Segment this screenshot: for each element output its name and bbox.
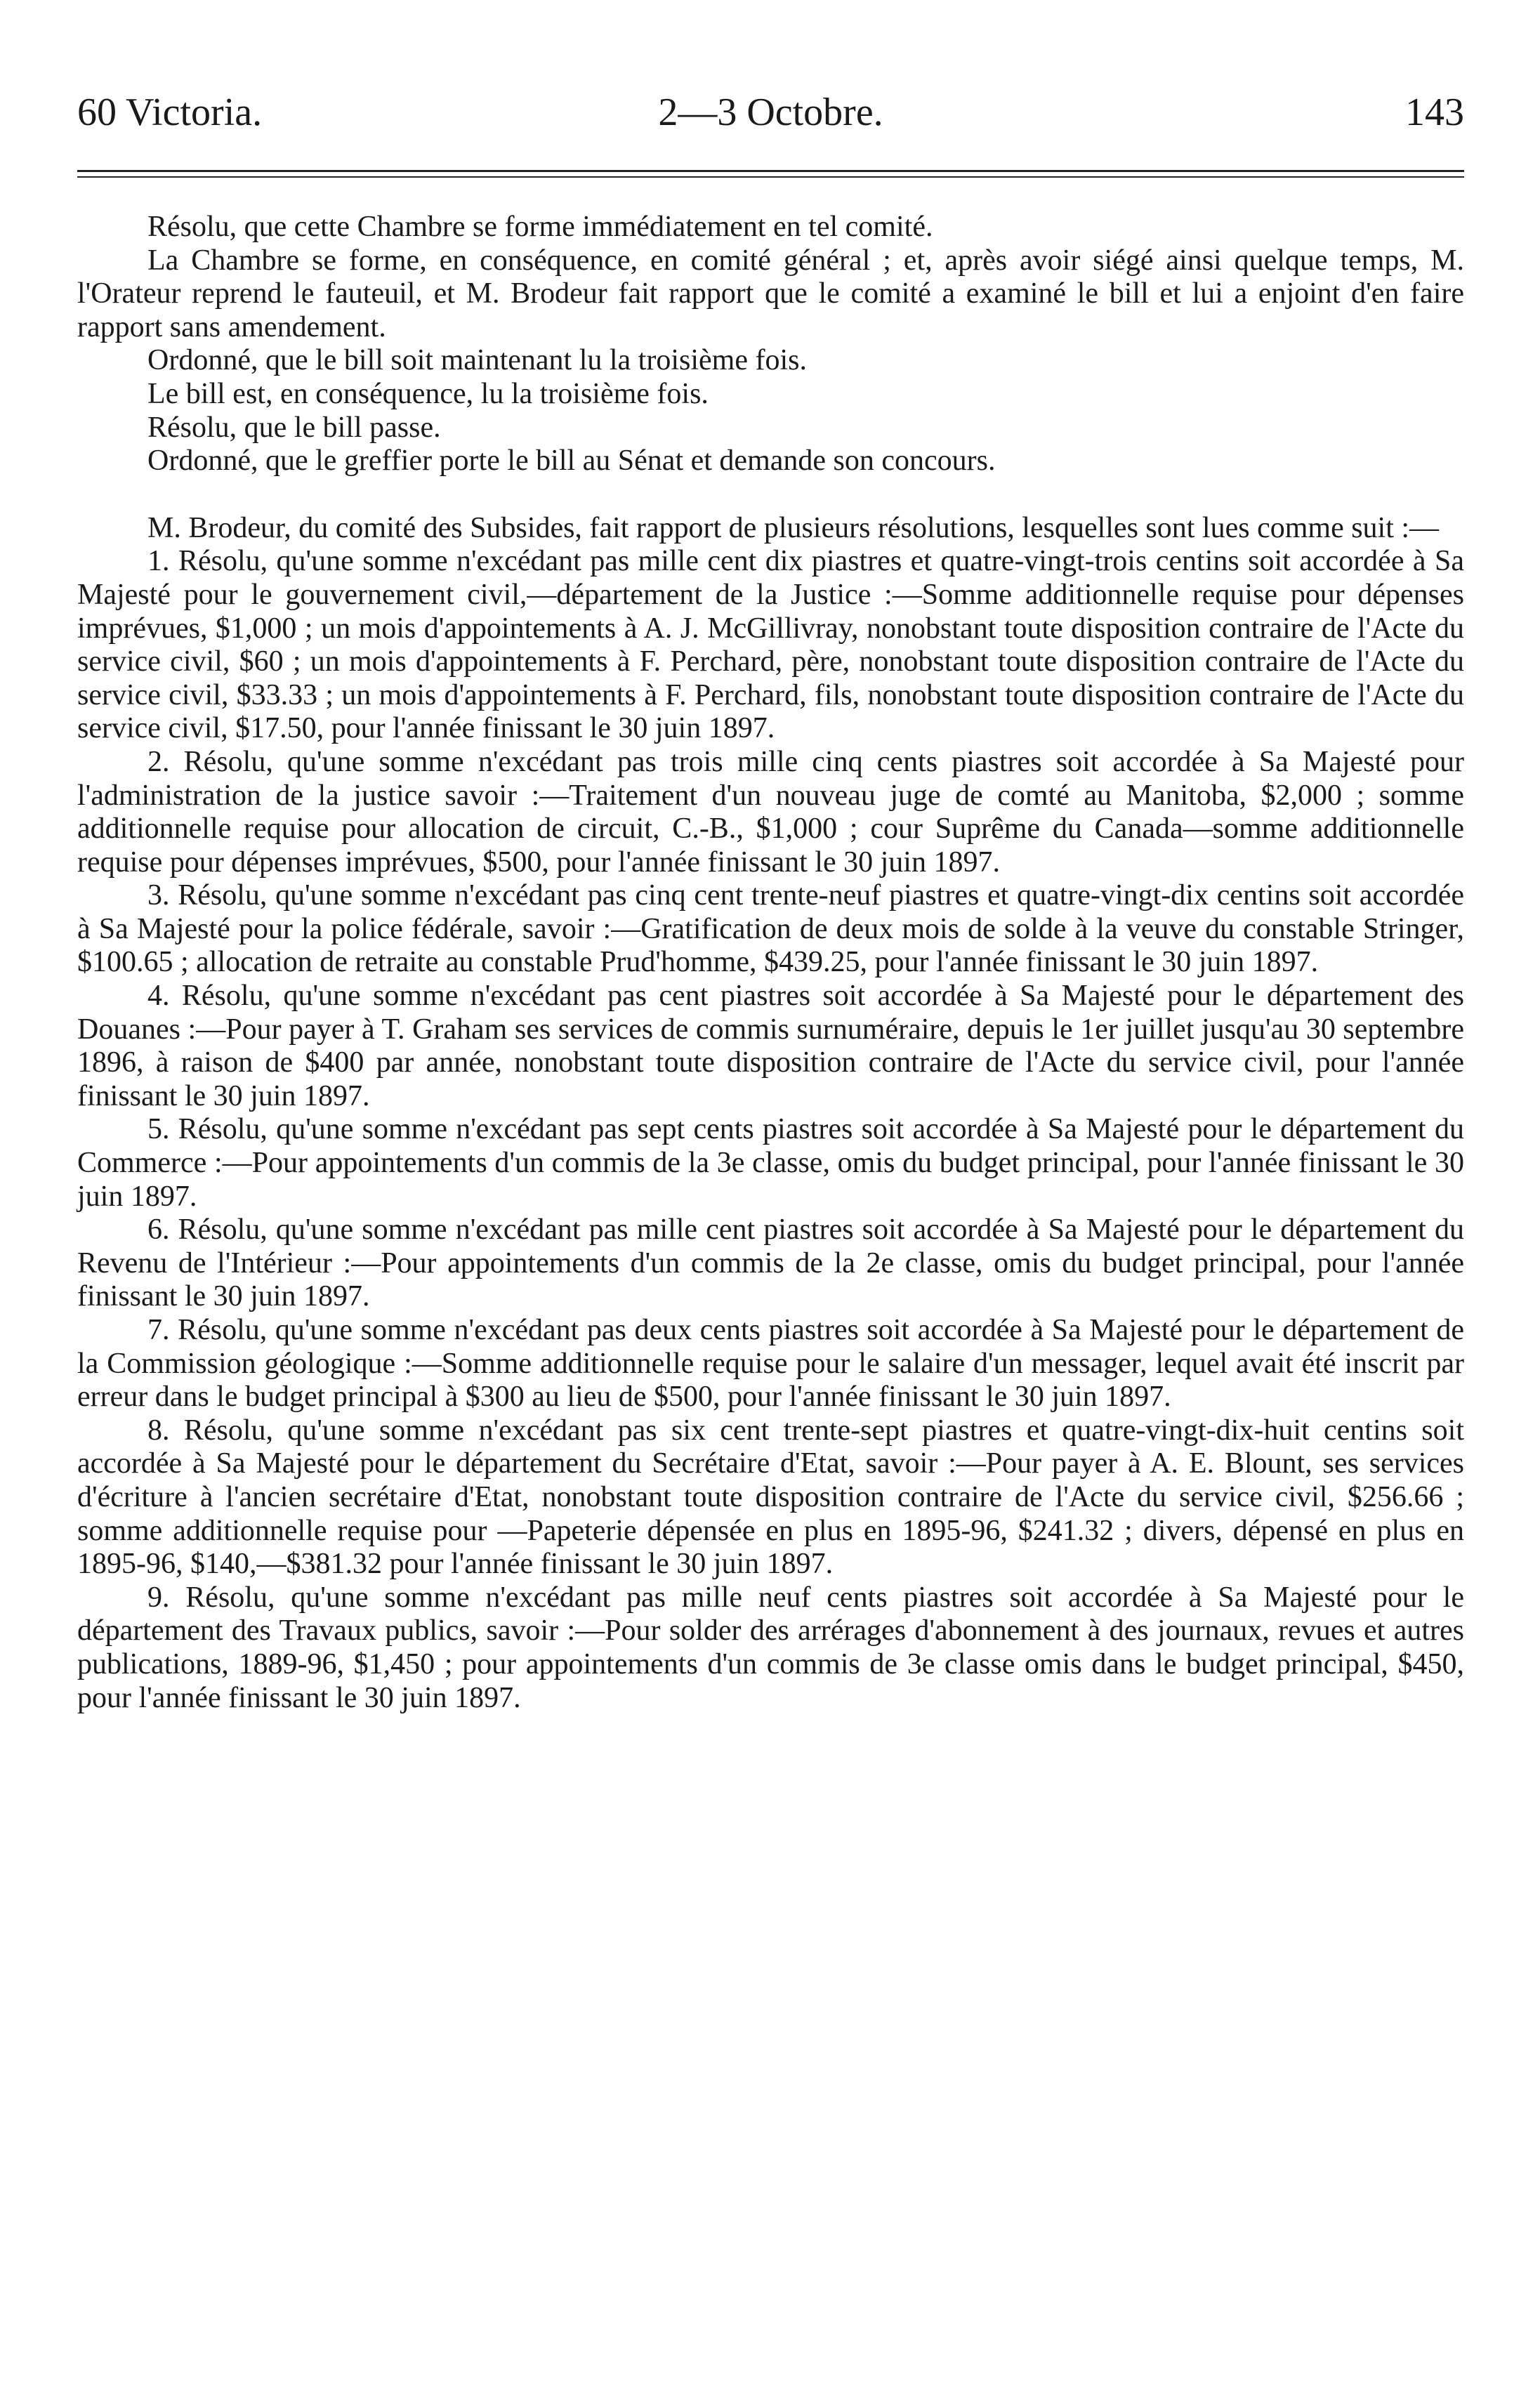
header-rule [77, 170, 1464, 172]
header-rule-secondary [77, 176, 1464, 178]
resolution-item: 4. Résolu, qu'une somme n'excédant pas cent piastres soit accordée à Sa Majesté pour le département des Douanes :—Pour payer à T. Graham ses services de commis surnuméraire, depuis le 1er juillet jusqu'au 30 septembre 1896, à raison de $400 par année, nonobstant toute disposition contraire de l'Acte du service civil, pour l'année finissant le 30 juin 1897. [77, 980, 1464, 1112]
paragraph: Résolu, que cette Chambre se forme immédiatement en tel comité. [147, 211, 933, 243]
resolution-item: 2. Résolu, qu'une somme n'excédant pas trois mille cinq cents piastres soit accordée à Sa Majesté pour l'administration de la justice savoir :—Traitement d'un nouveau juge de comté au Manitoba, $2,000 ; somme additionnelle requise pour allocation de circuit, C.-B., $1,000 ; cour Suprême du Canada—somme additionnelle requise pour dépenses imprévues, $500, pour l'année finissant le 30 juin 1897. [77, 745, 1464, 879]
paragraph: La Chambre se forme, en conséquence, en comité général ; et, après avoir siégé ainsi quelque temps, M. l'Orateur reprend le fauteuil, et M. Brodeur fait rapport que le comité a examiné le bill et lui a enjoint d'en faire rapport sans amendement. [77, 244, 1464, 343]
resolution-item: 8. Résolu, qu'une somme n'excédant pas six cent trente-sept piastres et quatre-vingt-dix-huit centins soit accordée à Sa Majesté pour le département du Secrétaire d'Etat, savoir :—Pour payer à A. E. Blount, ses services d'écriture à l'ancien secrétaire d'Etat, nonobstant toute disposition contraire de l'Acte du service civil, $256.66 ; somme additionnelle requise pour —Papeterie dépensée en plus en 1895-96, $241.32 ; divers, dépensé en plus en 1895-96, $140,—$381.32 pour l'année finissant le 30 juin 1897. [77, 1414, 1464, 1581]
paragraph: Le bill est, en conséquence, lu la troisième fois. [147, 377, 709, 410]
document-body [77, 211, 1464, 1715]
resolution-item: 5. Résolu, qu'une somme n'excédant pas sept cents piastres soit accordée à Sa Majesté pour le département du Commerce :—Pour appointements d'un commis de la 3e classe, omis du budget principal, pour l'année finissant le 30 juin 1897. [77, 1113, 1464, 1213]
resolution-item: 9. Résolu, qu'une somme n'excédant pas mille neuf cents piastres soit accordée à Sa Majesté pour le département des Travaux publics, savoir :—Pour solder des arrérages d'abonnement à des journaux, revues et autres publications, 1889-96, $1,450 ; pour appointements d'un commis de 3e classe omis dans le budget principal, $450, pour l'année finissant le 30 juin 1897. [77, 1581, 1464, 1714]
paragraph: Résolu, que le bill passe. [147, 411, 441, 444]
resolution-item: 1. Résolu, qu'une somme n'excédant pas mille cent dix piastres et quatre-vingt-trois centins soit accordée à Sa Majesté pour le gouvernement civil,—département de la Justice :—Somme additionnelle requise pour dépenses imprévues, $1,000 ; un mois d'appointements à A. J. McGillivray, nonobstant toute disposition contraire de l'Acte du service civil, $60 ; un mois d'appointements à F. Perchard, père, nonobstant toute disposition contraire de l'Acte du service civil, $33.33 ; un mois d'appointements à F. Perchard, fils, nonobstant toute disposition contraire de l'Acte du service civil, $17.50, pour l'année finissant le 30 juin 1897. [77, 545, 1464, 745]
resolution-item: 7. Résolu, qu'une somme n'excédant pas deux cents piastres soit accordée à Sa Majesté pour le département de la Commission géologique :—Somme additionnelle requise pour le salaire d'un messager, lequel avait été inscrit par erreur dans le budget principal à $300 au lieu de $500, pour l'année finissant le 30 juin 1897. [77, 1314, 1464, 1414]
resolution-item: 6. Résolu, qu'une somme n'excédant pas mille cent piastres soit accordée à Sa Majesté pour le département du Revenu de l'Intérieur :—Pour appointements d'un commis de la 2e classe, omis du budget principal, pour l'année finissant le 30 juin 1897. [77, 1213, 1464, 1313]
header-session: 60 Victoria. [77, 91, 263, 134]
page-number: 143 [1405, 91, 1464, 134]
header-date: 2—3 Octobre. [658, 91, 883, 134]
running-header [77, 84, 1464, 140]
paragraph: M. Brodeur, du comité des Subsides, fait rapport de plusieurs résolutions, lesquelles sont lues comme suit :— [147, 511, 1440, 544]
paragraph: Ordonné, que le greffier porte le bill au Sénat et demande son concours. [147, 445, 996, 478]
paragraph: Ordonné, que le bill soit maintenant lu la troisième fois. [147, 344, 807, 377]
resolution-item: 3. Résolu, qu'une somme n'excédant pas cinq cent trente-neuf piastres et quatre-vingt-dix centins soit accordée à Sa Majesté pour la police fédérale, savoir :—Gratification de deux mois de solde à la veuve du constable Stringer, $100.65 ; allocation de retraite au constable Prud'homme, $439.25, pour l'année finissant le 30 juin 1897. [77, 879, 1464, 979]
